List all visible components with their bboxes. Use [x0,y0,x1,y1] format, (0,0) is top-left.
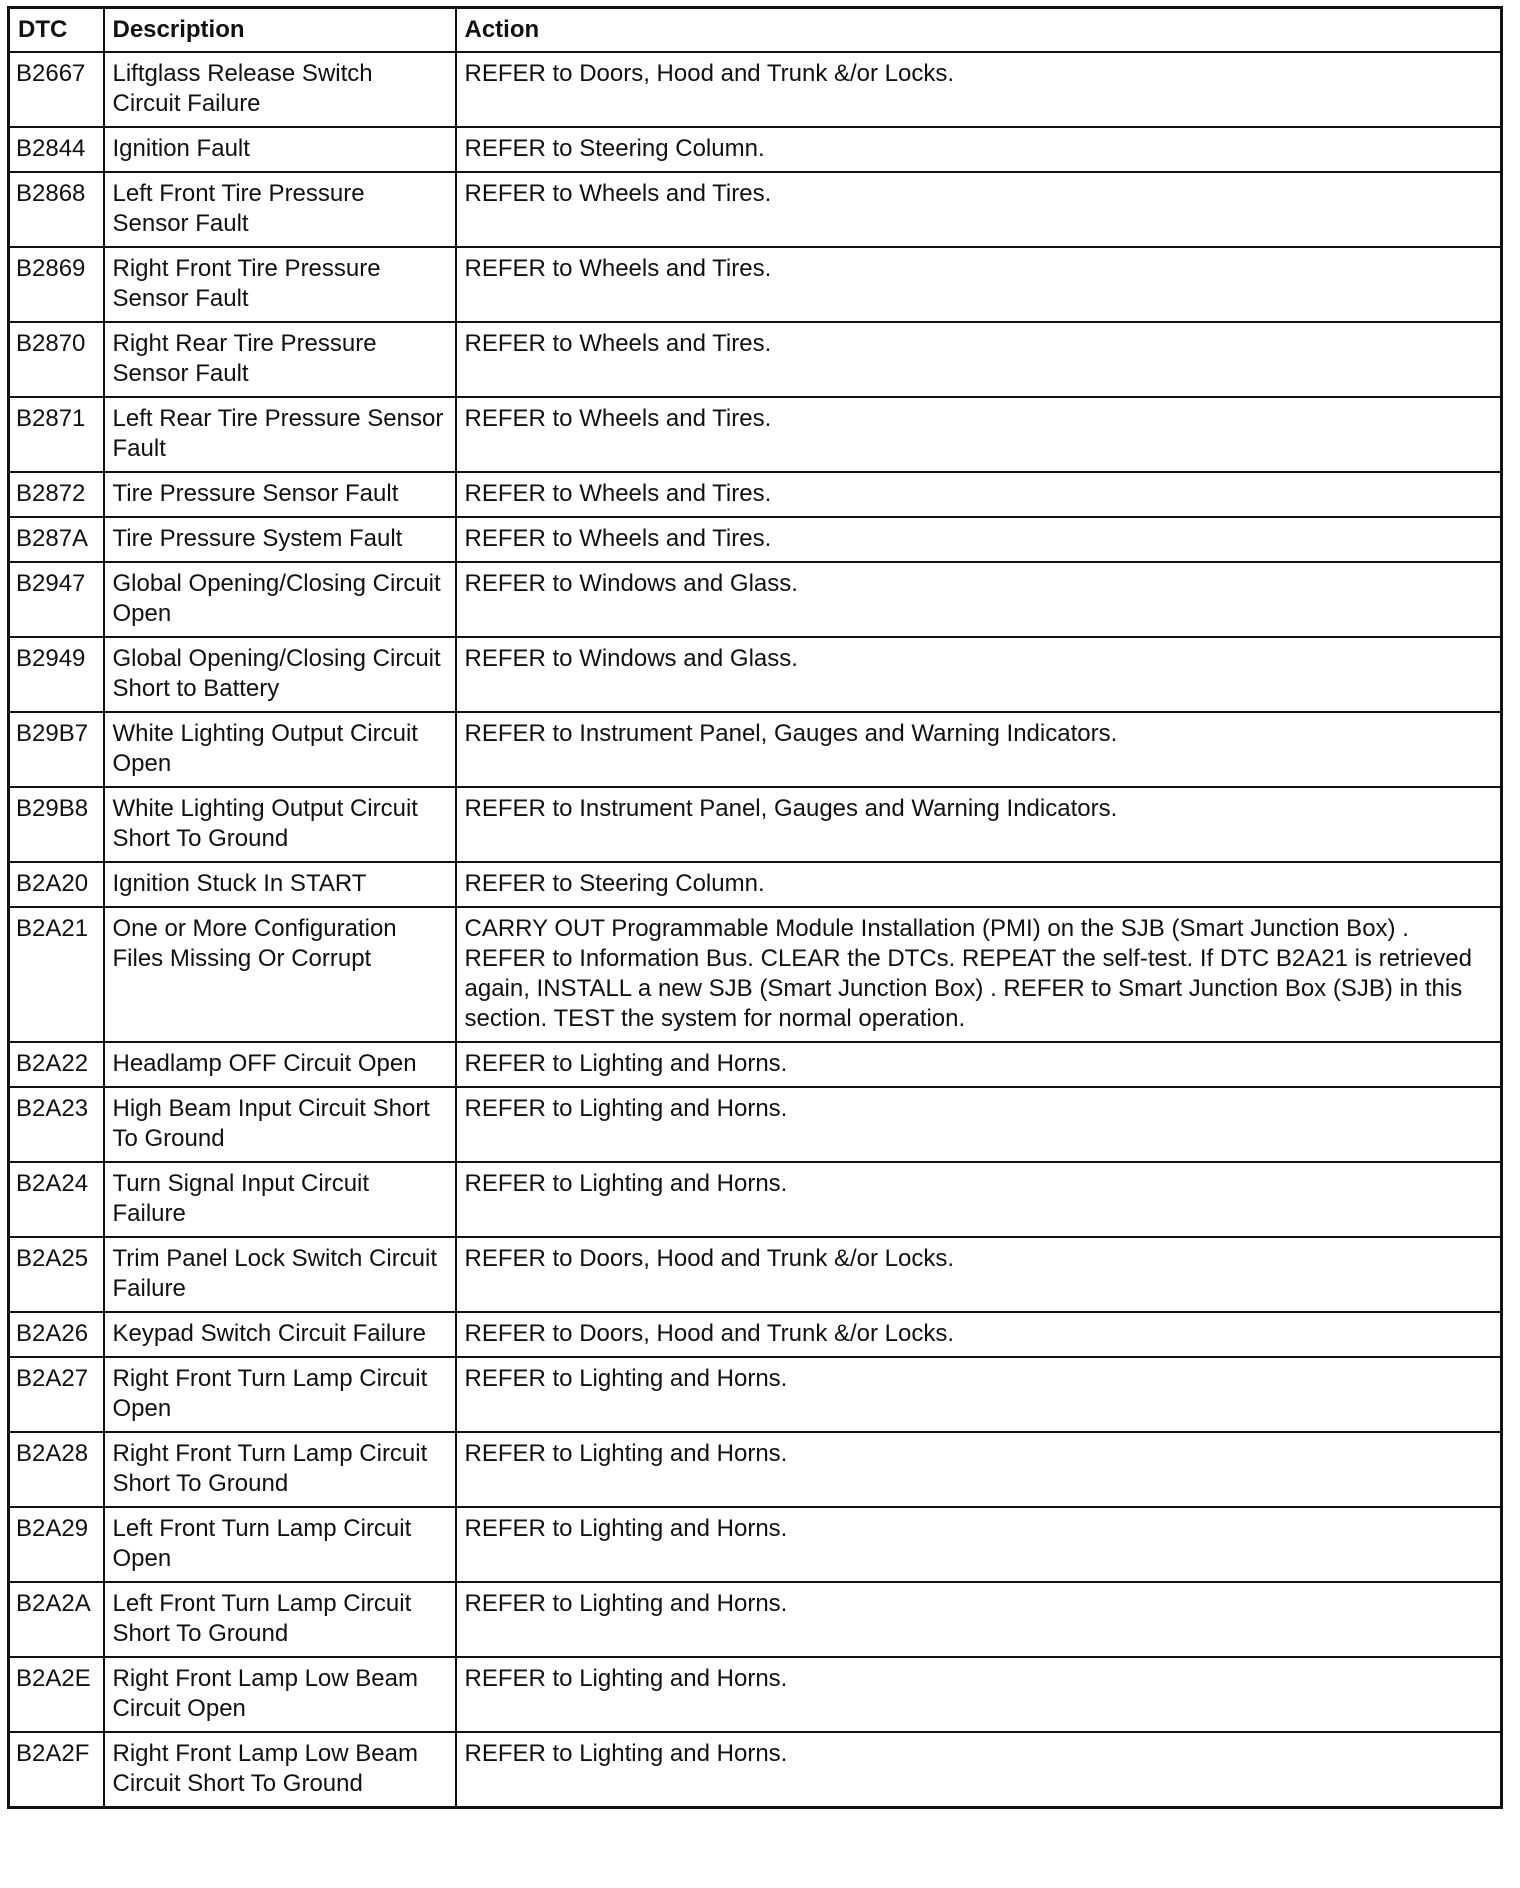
table-row [9,1432,1502,1507]
dtc-code-cell: B2A22 [9,1042,104,1087]
table-row [9,1087,1502,1162]
dtc-code-cell: B2869 [9,247,104,322]
header-action: Action [456,8,1502,53]
action-cell: REFER to Steering Column. [456,127,1502,172]
description-cell: Right Rear Tire Pressure Sensor Fault [104,322,456,397]
dtc-code-cell: B2A25 [9,1237,104,1312]
dtc-code-cell: B2667 [9,52,104,127]
table-row [9,637,1502,712]
description-cell: Right Front Turn Lamp Circuit Short To Ground [104,1432,456,1507]
header-row [9,8,1502,53]
dtc-code-cell: B2A24 [9,1162,104,1237]
table-row [9,1507,1502,1582]
description-cell: White Lighting Output Circuit Open [104,712,456,787]
action-cell: REFER to Lighting and Horns. [456,1657,1502,1732]
action-cell: REFER to Wheels and Tires. [456,517,1502,562]
table-row [9,322,1502,397]
table-row [9,1357,1502,1432]
action-cell: REFER to Lighting and Horns. [456,1507,1502,1582]
action-cell: REFER to Lighting and Horns. [456,1582,1502,1657]
table-row [9,1162,1502,1237]
table-row [9,562,1502,637]
table-row [9,1312,1502,1357]
table-row [9,52,1502,127]
table-row [9,472,1502,517]
action-cell: REFER to Lighting and Horns. [456,1732,1502,1808]
table-row [9,1582,1502,1657]
dtc-code-cell: B2947 [9,562,104,637]
dtc-code-cell: B2868 [9,172,104,247]
action-cell: REFER to Wheels and Tires. [456,172,1502,247]
dtc-code-cell: B2872 [9,472,104,517]
dtc-table [7,6,1503,1809]
table-row [9,1042,1502,1087]
description-cell: Liftglass Release Switch Circuit Failure [104,52,456,127]
dtc-code-cell: B2A29 [9,1507,104,1582]
description-cell: Right Front Lamp Low Beam Circuit Open [104,1657,456,1732]
description-cell: Tire Pressure Sensor Fault [104,472,456,517]
header-dtc: DTC [9,8,104,53]
action-cell: REFER to Windows and Glass. [456,562,1502,637]
action-cell: REFER to Doors, Hood and Trunk &/or Locks. [456,1312,1502,1357]
dtc-code-cell: B2949 [9,637,104,712]
description-cell: Right Front Lamp Low Beam Circuit Short To Ground [104,1732,456,1808]
table-row [9,247,1502,322]
description-cell: Left Rear Tire Pressure Sensor Fault [104,397,456,472]
description-cell: Trim Panel Lock Switch Circuit Failure [104,1237,456,1312]
description-cell: Tire Pressure System Fault [104,517,456,562]
table-row [9,712,1502,787]
dtc-code-cell: B2A2A [9,1582,104,1657]
dtc-code-cell: B2A2E [9,1657,104,1732]
action-cell: REFER to Steering Column. [456,862,1502,907]
dtc-code-cell: B2870 [9,322,104,397]
description-cell: Right Front Tire Pressure Sensor Fault [104,247,456,322]
description-cell: Keypad Switch Circuit Failure [104,1312,456,1357]
dtc-code-cell: B2A20 [9,862,104,907]
action-cell: REFER to Doors, Hood and Trunk &/or Locks. [456,52,1502,127]
dtc-code-cell: B2A26 [9,1312,104,1357]
action-cell: REFER to Wheels and Tires. [456,322,1502,397]
table-row [9,127,1502,172]
action-cell: REFER to Windows and Glass. [456,637,1502,712]
table-row [9,907,1502,1042]
action-cell: REFER to Lighting and Horns. [456,1087,1502,1162]
table-row [9,1657,1502,1732]
description-cell: Turn Signal Input Circuit Failure [104,1162,456,1237]
table-header [9,8,1502,53]
dtc-code-cell: B2844 [9,127,104,172]
table-row [9,862,1502,907]
description-cell: Global Opening/Closing Circuit Short to Battery [104,637,456,712]
table-row [9,172,1502,247]
description-cell: One or More Configuration Files Missing Or Corrupt [104,907,456,1042]
dtc-code-cell: B287A [9,517,104,562]
table-row [9,787,1502,862]
description-cell: High Beam Input Circuit Short To Ground [104,1087,456,1162]
action-cell: REFER to Doors, Hood and Trunk &/or Locks. [456,1237,1502,1312]
dtc-code-cell: B2A23 [9,1087,104,1162]
table-row [9,1237,1502,1312]
dtc-code-cell: B29B7 [9,712,104,787]
description-cell: Left Front Tire Pressure Sensor Fault [104,172,456,247]
dtc-code-cell: B29B8 [9,787,104,862]
table-row [9,517,1502,562]
action-cell: REFER to Lighting and Horns. [456,1162,1502,1237]
dtc-code-cell: B2871 [9,397,104,472]
description-cell: White Lighting Output Circuit Short To Ground [104,787,456,862]
action-cell: REFER to Instrument Panel, Gauges and Warning Indicators. [456,712,1502,787]
description-cell: Headlamp OFF Circuit Open [104,1042,456,1087]
action-cell: REFER to Lighting and Horns. [456,1357,1502,1432]
description-cell: Right Front Turn Lamp Circuit Open [104,1357,456,1432]
description-cell: Left Front Turn Lamp Circuit Open [104,1507,456,1582]
dtc-code-cell: B2A2F [9,1732,104,1808]
dtc-code-cell: B2A28 [9,1432,104,1507]
description-cell: Ignition Fault [104,127,456,172]
action-cell: CARRY OUT Programmable Module Installation (PMI) on the SJB (Smart Junction Box) . REFER to Information Bus. CLEAR the DTCs. REPEAT the self-test. If DTC B2A21 is retrieved again, INSTALL a new SJB (Smart Junction Box) . REFER to Smart Junction Box (SJB) in this section. TEST the system for normal operation. [456,907,1502,1042]
action-cell: REFER to Lighting and Horns. [456,1432,1502,1507]
description-cell: Ignition Stuck In START [104,862,456,907]
dtc-code-cell: B2A21 [9,907,104,1042]
table-row [9,1732,1502,1808]
action-cell: REFER to Wheels and Tires. [456,397,1502,472]
action-cell: REFER to Wheels and Tires. [456,247,1502,322]
table-row [9,397,1502,472]
description-cell: Global Opening/Closing Circuit Open [104,562,456,637]
description-cell: Left Front Turn Lamp Circuit Short To Ground [104,1582,456,1657]
dtc-code-cell: B2A27 [9,1357,104,1432]
action-cell: REFER to Lighting and Horns. [456,1042,1502,1087]
action-cell: REFER to Wheels and Tires. [456,472,1502,517]
header-description: Description [104,8,456,53]
table-body [9,52,1502,1808]
action-cell: REFER to Instrument Panel, Gauges and Warning Indicators. [456,787,1502,862]
